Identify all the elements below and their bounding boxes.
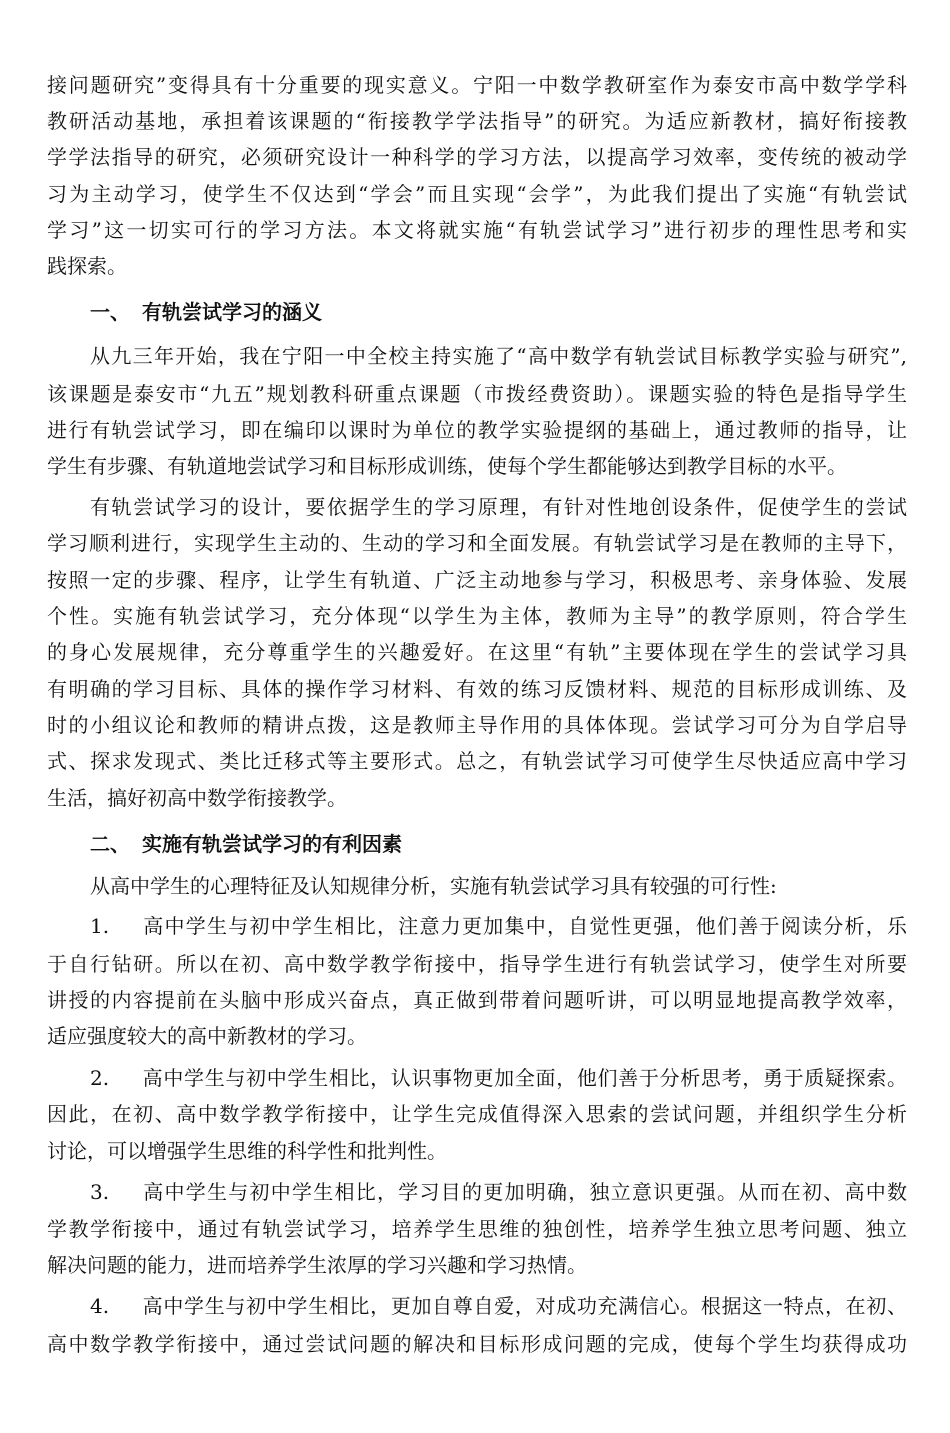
paragraph-line: 从高中学生的心理特征及认知规律分析，实施有轨尝试学习具有较强的可行性:	[90, 874, 777, 898]
list-item-line: 学教学衔接中，通过有轨尝试学习，培养学生思维的独创性，培养学生独立思考问题、独立	[47, 1217, 907, 1241]
list-item-line: 于自行钻研。所以在初、高中数学教学衔接中，指导学生进行有轨尝试学习，使学生对所要	[47, 952, 907, 976]
list-item-line: 讲授的内容提前在头脑中形成兴奋点，真正做到带着问题听讲，可以明显地提高教学效率，	[47, 988, 907, 1012]
paragraph-line: 从九三年开始，我在宁阳一中全校主持实施了“高中数学有轨尝试目标教学实验与研究”,	[90, 344, 907, 368]
paragraph-line: 式、探求发现式、类比迁移式等主要形式。总之，有轨尝试学习可使学生尽快适应高中学习	[47, 749, 907, 773]
paragraph-line: 有明确的学习目标、具体的操作学习材料、有效的练习反馈材料、规范的目标形成训练、及	[47, 677, 907, 701]
paragraph-line: 进行有轨尝试学习，即在编印以课时为单位的教学实验提纲的基础上，通过教师的指导，让	[47, 418, 907, 442]
list-item-3	[90, 1180, 907, 1204]
list-number: 4.	[90, 1294, 110, 1318]
section-number: 一、	[90, 300, 130, 324]
paragraph-line: 的身心发展规律，充分尊重学生的兴趣爱好。在这里“有轨”主要体现在学生的尝试学习具	[47, 640, 907, 664]
intro-line: 学习”这一切实可行的学习方法。本文将就实施“有轨尝试学习”进行初步的理性思考和实	[47, 218, 907, 242]
list-item-2	[90, 1066, 907, 1090]
paragraph-line: 生活，搞好初高中数学衔接教学。	[47, 786, 347, 810]
section-heading-1	[90, 300, 322, 324]
list-number: 3.	[90, 1180, 110, 1204]
list-item-text: 高中学生与初中学生相比，认识事物更加全面，他们善于分析思考，勇于质疑探索。	[142, 1066, 907, 1090]
section-title: 实施有轨尝试学习的有利因素	[142, 832, 402, 856]
list-number: 1.	[90, 914, 110, 938]
intro-line: 习为主动学习，使学生不仅达到“学会”而且实现“会学”，为此我们提出了实施“有轨尝试	[47, 182, 907, 206]
paragraph-line: 学生有步骤、有轨道地尝试学习和目标形成训练，使每个学生都能够达到教学目标的水平。	[47, 454, 847, 478]
list-item-line: 解决问题的能力，进而培养学生浓厚的学习兴趣和学习热情。	[47, 1253, 587, 1277]
list-item-line: 适应强度较大的高中新教材的学习。	[47, 1024, 367, 1048]
intro-line: 践探索。	[47, 254, 127, 278]
paragraph-line: 学习顺利进行，实现学生主动的、生动的学习和全面发展。有轨尝试学习是在教师的主导下，	[47, 531, 907, 555]
list-item-text: 高中学生与初中学生相比，注意力更加集中，自觉性更强，他们善于阅读分析，乐	[142, 914, 907, 938]
list-item-4	[90, 1294, 907, 1318]
list-item-1	[90, 914, 907, 938]
intro-line: 接问题研究”变得具有十分重要的现实意义。宁阳一中数学教研室作为泰安市高中数学学科	[47, 73, 907, 97]
paragraph-line: 个性。实施有轨尝试学习，充分体现“以学生为主体，教师为主导”的教学原则，符合学生	[47, 604, 907, 628]
list-item-line: 因此，在初、高中数学教学衔接中，让学生完成值得深入思索的尝试问题，并组织学生分析	[47, 1102, 907, 1126]
list-item-line: 高中数学教学衔接中，通过尝试问题的解决和目标形成问题的完成，使每个学生均获得成功	[47, 1332, 907, 1356]
paragraph-line: 该课题是泰安市“九五”规划教科研重点课题（市拨经费资助）。课题实验的特色是指导学生	[47, 382, 907, 406]
list-item-text: 高中学生与初中学生相比，更加自尊自爱，对成功充满信心。根据这一特点，在初、	[142, 1294, 907, 1318]
list-item-line: 讨论，可以增强学生思维的科学性和批判性。	[47, 1139, 447, 1163]
intro-line: 教研活动基地，承担着该课题的“衔接教学学法指导”的研究。为适应新教材，搞好衔接教	[47, 109, 907, 133]
paragraph-line: 时的小组议论和教师的精讲点拨，这是教师主导作用的具体体现。尝试学习可分为自学启导	[47, 713, 907, 737]
intro-line: 学学法指导的研究，必须研究设计一种科学的学习方法，以提高学习效率，变传统的被动学	[47, 145, 907, 169]
paragraph-line: 按照一定的步骤、程序，让学生有轨道、广泛主动地参与学习，积极思考、亲身体验、发展	[47, 568, 907, 592]
section-heading-2	[90, 832, 402, 856]
paragraph-line: 有轨尝试学习的设计，要依据学生的学习原理，有针对性地创设条件，促使学生的尝试	[90, 495, 907, 519]
list-item-text: 高中学生与初中学生相比，学习目的更加明确，独立意识更强。从而在初、高中数	[142, 1180, 907, 1204]
list-number: 2.	[90, 1066, 110, 1090]
section-title: 有轨尝试学习的涵义	[142, 300, 322, 324]
section-number: 二、	[90, 832, 130, 856]
